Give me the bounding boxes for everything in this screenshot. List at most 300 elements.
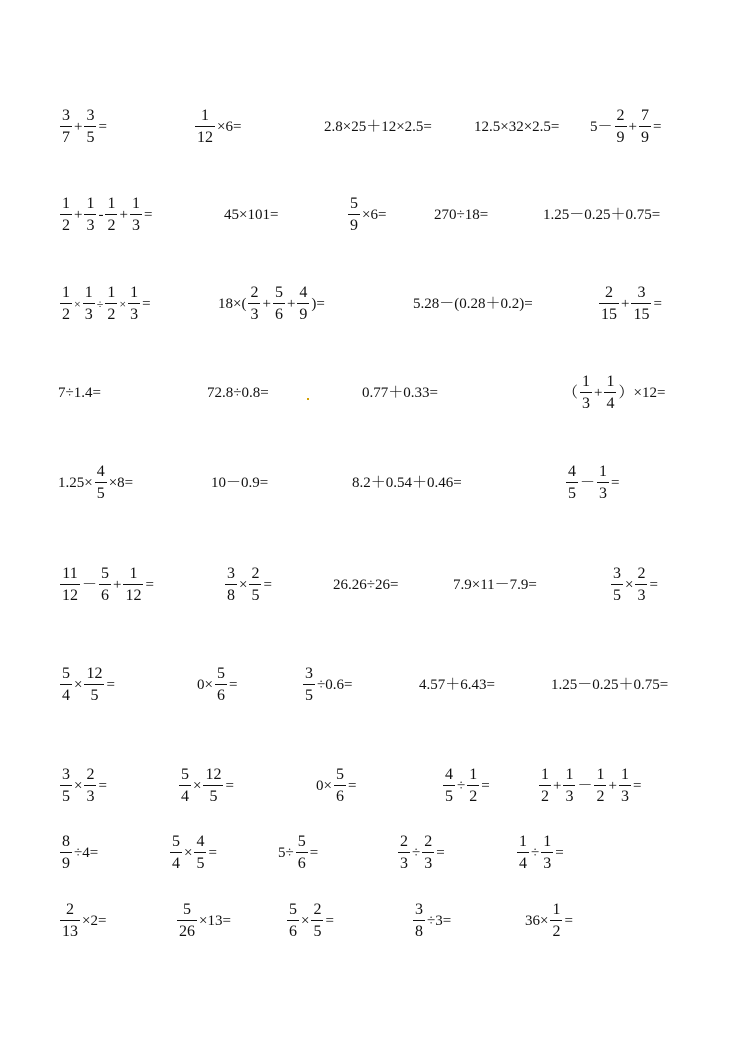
fraction-denominator: 2	[541, 788, 549, 805]
math-problem	[168, 834, 217, 872]
fraction-numerator: 1	[582, 373, 591, 390]
expression-text: 4.57＋6.43=	[419, 676, 495, 693]
expression-text: 270÷18=	[434, 206, 489, 223]
fraction-denominator: 2	[107, 306, 116, 323]
expression-text: =	[142, 295, 151, 312]
math-problem	[278, 834, 318, 872]
fraction-denominator: 5	[90, 687, 99, 704]
expression-text: 0.77＋0.33=	[362, 384, 438, 401]
math-problem	[346, 196, 386, 234]
fraction-numerator: 4	[445, 766, 453, 783]
fraction	[539, 767, 551, 805]
fraction	[60, 767, 72, 805]
fraction-denominator: 2	[469, 788, 478, 805]
math-problem	[58, 108, 107, 146]
expression-text: －	[577, 777, 593, 794]
expression-text: 26.26÷26=	[333, 576, 399, 593]
fraction-denominator: 5	[251, 587, 260, 604]
fraction-numerator: 2	[424, 833, 433, 850]
fraction	[215, 666, 227, 704]
math-problem	[551, 678, 668, 693]
expression-text: +	[113, 576, 122, 593]
expression-text: 0×	[316, 777, 332, 794]
expression-text: 1.25－0.25＋0.75=	[551, 676, 669, 693]
fraction	[348, 196, 360, 234]
fraction-denominator: 12	[62, 587, 78, 604]
fraction-numerator: 1	[129, 565, 138, 582]
fraction-numerator: 1	[599, 463, 608, 480]
fraction	[297, 285, 309, 323]
fraction-denominator: 2	[107, 217, 116, 234]
fraction-denominator: 3	[400, 855, 408, 872]
fraction	[99, 566, 111, 604]
fraction	[566, 464, 578, 502]
fraction-numerator: 5	[216, 665, 225, 682]
math-problem	[563, 374, 665, 412]
fraction-numerator: 4	[196, 833, 205, 850]
fraction-numerator: 1	[541, 766, 549, 783]
fraction-denominator: 6	[335, 788, 344, 805]
fraction-numerator: 2	[86, 766, 95, 783]
fraction-numerator: 2	[400, 833, 408, 850]
expression-text: 7÷1.4=	[58, 384, 101, 401]
fraction-numerator: 1	[107, 284, 116, 301]
fraction-denominator: 5	[86, 129, 95, 146]
math-problem	[58, 767, 107, 805]
fraction-numerator: 5	[274, 284, 283, 301]
expression-text: =	[228, 676, 238, 693]
fraction	[443, 767, 455, 805]
expression-text: =	[652, 118, 662, 135]
fraction	[195, 108, 215, 146]
fraction	[580, 374, 592, 412]
fraction-numerator: 3	[415, 901, 423, 918]
fraction-numerator: 1	[596, 766, 605, 783]
expression-text: =	[98, 118, 107, 135]
fraction-denominator: 5	[613, 587, 621, 604]
fraction	[599, 285, 619, 323]
math-problem	[224, 208, 278, 223]
expression-text: +	[608, 777, 617, 794]
fraction-denominator: 12	[197, 129, 213, 146]
expression-text: 1.25×	[58, 474, 93, 491]
expression-text: +	[286, 295, 296, 312]
math-problem	[58, 566, 154, 604]
expression-text: =	[263, 576, 272, 593]
fraction-numerator: 2	[616, 107, 625, 124]
expression-text: ÷4=	[74, 844, 99, 861]
expression-text: 72.8÷0.8=	[207, 384, 269, 401]
fraction-numerator: 1	[130, 284, 139, 301]
expression-text: ÷	[531, 844, 540, 861]
fraction-denominator: 6	[274, 306, 283, 323]
fraction-denominator: 4	[181, 788, 189, 805]
expression-text: =	[325, 912, 334, 929]
fraction-numerator: 1	[86, 195, 95, 212]
expression-text: ×13=	[199, 912, 231, 929]
fraction-numerator: 2	[250, 284, 259, 301]
fraction-numerator: 1	[62, 195, 70, 212]
math-problem	[58, 902, 106, 940]
fraction-numerator: 1	[131, 195, 140, 212]
fraction-numerator: 2	[637, 565, 646, 582]
fraction-denominator: 8	[415, 923, 423, 940]
fraction	[467, 767, 479, 805]
math-problem	[58, 285, 151, 323]
expression-text: +	[262, 295, 271, 312]
fraction-numerator: 1	[201, 107, 209, 124]
expression-text: =	[611, 474, 620, 491]
fraction	[60, 566, 80, 604]
fraction-numerator: 5	[62, 665, 70, 682]
expression-text: =	[208, 844, 217, 861]
math-problem	[223, 566, 272, 604]
fraction-numerator: 5	[289, 901, 297, 918]
expression-text: +	[621, 295, 630, 312]
math-problem	[316, 767, 356, 805]
fraction-numerator: 1	[543, 833, 552, 850]
fraction	[60, 834, 72, 872]
fraction	[60, 108, 72, 146]
expression-text: =	[145, 576, 154, 593]
expression-text: =	[481, 777, 490, 794]
fraction-denominator: 3	[637, 587, 646, 604]
expression-text: ×6=	[362, 206, 387, 223]
fraction-numerator: 5	[350, 195, 358, 212]
fraction-denominator: 3	[250, 306, 259, 323]
math-problem	[352, 476, 462, 491]
fraction	[194, 834, 206, 872]
math-problem	[590, 108, 661, 146]
expression-text: +	[553, 777, 562, 794]
fraction-denominator: 5	[209, 788, 218, 805]
fraction-numerator: 12	[86, 665, 103, 682]
math-problem	[564, 464, 619, 502]
fraction	[84, 666, 104, 704]
expression-text: =	[649, 576, 658, 593]
fraction	[296, 834, 308, 872]
expression-text: 8.2＋0.54＋0.46=	[352, 474, 462, 491]
fraction-denominator: 3	[620, 788, 629, 805]
expression-text: =	[564, 912, 573, 929]
math-problem	[413, 297, 533, 312]
fraction-denominator: 3	[599, 485, 608, 502]
expression-text: +	[74, 206, 83, 223]
fraction-numerator: 2	[66, 901, 74, 918]
expression-text: ÷0.6=	[317, 676, 353, 693]
expression-text: 12.5×32×2.5=	[474, 118, 560, 135]
expression-text: ÷3=	[427, 912, 452, 929]
math-problem	[324, 120, 432, 135]
expression-text: +	[628, 118, 637, 135]
expression-text: ÷	[412, 844, 421, 861]
math-problem	[515, 834, 564, 872]
fraction-denominator: 4	[519, 855, 527, 872]
fraction	[303, 666, 315, 704]
fraction	[203, 767, 223, 805]
fraction-denominator: 12	[125, 587, 142, 604]
math-problem	[396, 834, 445, 872]
math-problem	[285, 902, 334, 940]
math-problem	[58, 464, 133, 502]
fraction-denominator: 9	[62, 855, 70, 872]
math-problem	[333, 578, 398, 593]
expression-text: 0×	[197, 676, 213, 693]
expression-text: ×2=	[82, 912, 107, 929]
fraction	[60, 666, 72, 704]
expression-text: =	[632, 777, 642, 794]
math-problem	[411, 902, 451, 940]
operator: ×	[119, 297, 127, 311]
operator: ÷	[96, 297, 104, 311]
fraction	[84, 196, 96, 234]
fraction-numerator: 1	[606, 373, 615, 390]
fraction	[594, 767, 606, 805]
fraction-numerator: 2	[313, 901, 322, 918]
fraction-numerator: 5	[181, 766, 189, 783]
fraction	[95, 464, 107, 502]
operator: ×	[74, 297, 81, 311]
fraction-denominator: 6	[289, 923, 297, 940]
fraction-numerator: 2	[251, 565, 260, 582]
fraction-numerator: 1	[620, 766, 629, 783]
math-problem	[453, 578, 537, 593]
stray-mark	[307, 398, 309, 400]
expression-text: ×	[74, 676, 83, 693]
fraction	[83, 285, 95, 323]
fraction	[60, 285, 72, 323]
math-problem	[218, 285, 325, 323]
fraction	[170, 834, 182, 872]
expression-text: +	[594, 384, 603, 401]
expression-text: （	[563, 384, 579, 401]
fraction-numerator: 2	[605, 284, 613, 301]
fraction-numerator: 1	[107, 195, 116, 212]
fraction	[179, 767, 191, 805]
fraction-denominator: 3	[565, 788, 574, 805]
fraction	[413, 902, 425, 940]
fraction-denominator: 2	[596, 788, 605, 805]
fraction	[611, 566, 623, 604]
fraction-numerator: 4	[96, 463, 105, 480]
math-problem	[543, 208, 660, 223]
fraction-denominator: 5	[445, 788, 453, 805]
fraction	[311, 902, 323, 940]
expression-text: =	[309, 844, 319, 861]
fraction-numerator: 8	[62, 833, 70, 850]
fraction-numerator: 1	[519, 833, 527, 850]
fraction	[563, 767, 575, 805]
fraction-denominator: 3	[86, 217, 95, 234]
fraction	[60, 902, 80, 940]
fraction-denominator: 7	[62, 129, 70, 146]
fraction-denominator: 5	[196, 855, 205, 872]
fraction-numerator: 5	[183, 901, 191, 918]
fraction-numerator: 4	[568, 463, 576, 480]
fraction-denominator: 9	[299, 306, 308, 323]
fraction	[248, 285, 260, 323]
fraction-denominator: 3	[84, 306, 93, 323]
fraction-numerator: 3	[227, 565, 235, 582]
fraction-denominator: 5	[305, 687, 313, 704]
fraction-numerator: 12	[205, 766, 222, 783]
fraction-numerator: 5	[101, 565, 110, 582]
fraction-denominator: 5	[568, 485, 576, 502]
expression-text: 7.9×11－7.9=	[453, 576, 537, 593]
fraction	[631, 285, 651, 323]
math-problem	[197, 666, 237, 704]
math-problem	[58, 834, 98, 872]
math-problem	[193, 108, 241, 146]
fraction-denominator: 5	[96, 485, 105, 502]
fraction-numerator: 1	[84, 284, 93, 301]
fraction-denominator: 3	[582, 395, 591, 412]
fraction-denominator: 4	[172, 855, 180, 872]
math-problem	[301, 666, 352, 704]
fraction-denominator: 5	[313, 923, 322, 940]
expression-text: =	[653, 295, 662, 312]
expression-text: 45×101=	[224, 206, 279, 223]
expression-text: －	[580, 474, 596, 491]
fraction-denominator: 4	[606, 395, 615, 412]
fraction-numerator: 5	[297, 833, 306, 850]
fraction	[422, 834, 434, 872]
expression-text: +	[74, 118, 83, 135]
expression-text: =	[555, 844, 564, 861]
expression-text: =	[436, 844, 445, 861]
math-problem	[525, 902, 573, 940]
expression-text: 1.25－0.25＋0.75=	[543, 206, 661, 223]
fraction	[635, 566, 647, 604]
math-problem	[58, 196, 152, 234]
expression-text: ×	[301, 912, 310, 929]
fraction	[177, 902, 197, 940]
math-problem	[609, 566, 658, 604]
fraction-numerator: 5	[172, 833, 180, 850]
fraction-numerator: 7	[640, 107, 649, 124]
fraction	[604, 374, 616, 412]
fraction	[225, 566, 237, 604]
expression-text: ÷	[457, 777, 466, 794]
fraction-numerator: 3	[613, 565, 621, 582]
math-problem	[175, 902, 231, 940]
fraction-numerator: 3	[62, 766, 70, 783]
fraction	[128, 285, 140, 323]
fraction-numerator: 11	[62, 565, 78, 582]
expression-text: ×	[239, 576, 248, 593]
fraction	[517, 834, 529, 872]
fraction	[287, 902, 299, 940]
expression-text: ×	[625, 576, 634, 593]
math-problem	[58, 666, 115, 704]
fraction-denominator: 3	[543, 855, 552, 872]
fraction-denominator: 4	[62, 687, 70, 704]
expression-text: 18×(	[218, 295, 247, 312]
expression-text: ×	[184, 844, 193, 861]
expression-text: =	[143, 206, 153, 223]
math-problem	[441, 767, 490, 805]
fraction	[60, 196, 72, 234]
fraction-denominator: 6	[216, 687, 225, 704]
fraction	[597, 464, 609, 502]
fraction	[541, 834, 553, 872]
expression-text: ×8=	[108, 474, 134, 491]
math-problem	[434, 208, 488, 223]
fraction-denominator: 3	[130, 306, 139, 323]
expression-text: ×	[193, 777, 202, 794]
fraction-denominator: 9	[640, 129, 649, 146]
expression-text: 10－0.9=	[211, 474, 269, 491]
fraction	[398, 834, 410, 872]
fraction	[249, 566, 261, 604]
fraction-denominator: 15	[601, 306, 617, 323]
expression-text: +	[119, 206, 128, 223]
fraction-denominator: 2	[62, 306, 70, 323]
math-problem	[362, 386, 438, 401]
fraction-numerator: 3	[305, 665, 313, 682]
fraction	[619, 767, 631, 805]
fraction	[130, 196, 142, 234]
fraction-denominator: 3	[86, 788, 95, 805]
fraction	[639, 108, 651, 146]
fraction-denominator: 3	[424, 855, 433, 872]
fraction-numerator: 1	[552, 901, 561, 918]
expression-text: ×	[74, 777, 83, 794]
fraction-denominator: 5	[62, 788, 70, 805]
fraction-denominator: 6	[297, 855, 306, 872]
math-problem	[207, 386, 269, 401]
expression-text: 5.28－(0.28＋0.2)=	[413, 295, 533, 312]
math-problem	[537, 767, 641, 805]
expression-text: ）×12=	[618, 384, 666, 401]
expression-text: -	[98, 206, 104, 223]
math-problem	[211, 476, 268, 491]
fraction	[550, 902, 562, 940]
fraction-denominator: 15	[633, 306, 650, 323]
expression-text: ×6=	[217, 118, 242, 135]
math-problem	[474, 120, 559, 135]
fraction	[334, 767, 346, 805]
expression-text: 36×	[525, 912, 549, 929]
expression-text: =	[106, 676, 115, 693]
fraction-numerator: 4	[299, 284, 308, 301]
fraction-denominator: 6	[101, 587, 110, 604]
expression-text: =	[347, 777, 357, 794]
fraction-numerator: 1	[62, 284, 70, 301]
fraction	[105, 285, 117, 323]
expression-text: =	[98, 777, 107, 794]
expression-text: －	[82, 576, 98, 593]
expression-text: 5÷	[278, 844, 294, 861]
fraction-numerator: 3	[62, 107, 70, 124]
fraction-denominator: 9	[616, 129, 625, 146]
fraction-denominator: 3	[131, 217, 140, 234]
math-problem	[58, 386, 101, 401]
fraction	[105, 196, 117, 234]
expression-text: )=	[311, 295, 325, 312]
expression-text: =	[225, 777, 234, 794]
expression-text: 2.8×25＋12×2.5=	[324, 118, 432, 135]
fraction-denominator: 2	[62, 217, 70, 234]
fraction-numerator: 1	[565, 766, 574, 783]
fraction-denominator: 2	[552, 923, 561, 940]
fraction-denominator: 13	[62, 923, 78, 940]
expression-text: 5－	[590, 118, 613, 135]
fraction-denominator: 9	[350, 217, 358, 234]
fraction-numerator: 5	[335, 766, 344, 783]
fraction	[615, 108, 627, 146]
math-problem	[597, 285, 662, 323]
